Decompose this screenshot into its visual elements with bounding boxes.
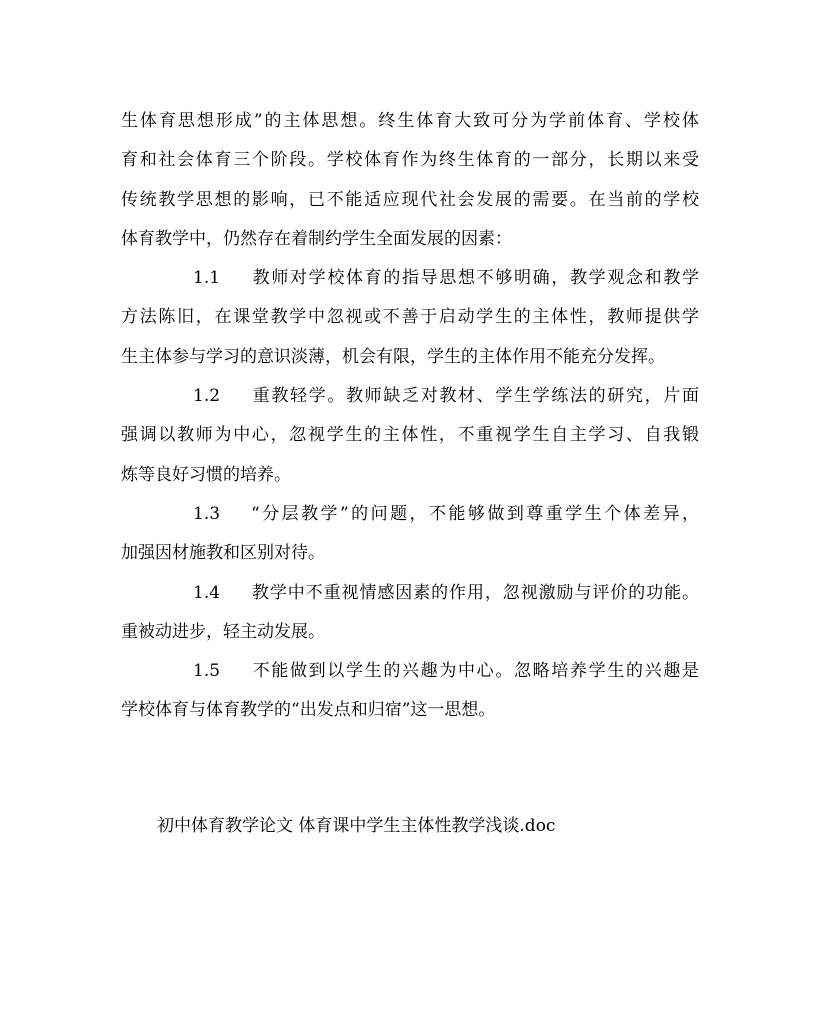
item-number: 1.3 [193,503,221,524]
item-line: 炼等良好习惯的培养。 [121,464,291,485]
item-1-4-heading-line [121,574,699,613]
item-text: “分层教学”的问题，不能够做到尊重学生个体差异， [251,503,699,524]
item-line: 重被动进步，轻主动发展。 [121,621,325,642]
item-text: 教学中不重视情感因素的作用，忽视激励与评价的功能。 [251,582,699,603]
intro-line: 传统教学思想的影响，已不能适应现代社会发展的需要。在当前的学校 [121,189,699,210]
item-text: 重教轻学。教师缺乏对教材、学生学练法的研究，片面 [251,386,699,407]
item-line: 生主体参与学习的意识淡薄，机会有限，学生的主体作用不能充分发挥。 [121,346,665,367]
item-1-5-heading-line [121,652,699,691]
item-1-1-heading-line [121,259,699,298]
item-line: 加强因材施教和区别对待。 [121,543,325,564]
item-number: 1.5 [193,661,221,682]
item-1-2-heading-line [121,377,699,416]
item-text: 教师对学校体育的指导思想不够明确，教学观念和教学 [251,268,699,289]
intro-line: 生体育思想形成”的主体思想。终生体育大致可分为学前体育、学校体 [121,111,699,131]
item-line: 学校体育与体育教学的“出发点和归宿”这一思想。 [121,700,496,721]
item-line: 强调以教师为中心，忽视学生的主体性，不重视学生自主学习、自我锻 [121,425,699,446]
item-1-3-heading-line [121,495,699,534]
item-number: 1.4 [193,582,221,603]
item-line: 方法陈旧，在课堂教学中忽视或不善于启动学生的主体性，教师提供学 [121,307,699,328]
document-body [121,102,699,731]
intro-line: 育和社会体育三个阶段。学校体育作为终生体育的一部分，长期以来受 [121,150,699,171]
intro-line: 体育教学中，仍然存在着制约学生全面发展的因素： [121,228,512,249]
document-footer-title: 初中体育教学论文 体育课中学生主体性教学浅谈.doc [157,816,556,836]
item-number: 1.2 [193,386,221,407]
item-number: 1.1 [193,268,221,289]
item-text: 不能做到以学生的兴趣为中心。忽略培养学生的兴趣是 [251,661,699,682]
